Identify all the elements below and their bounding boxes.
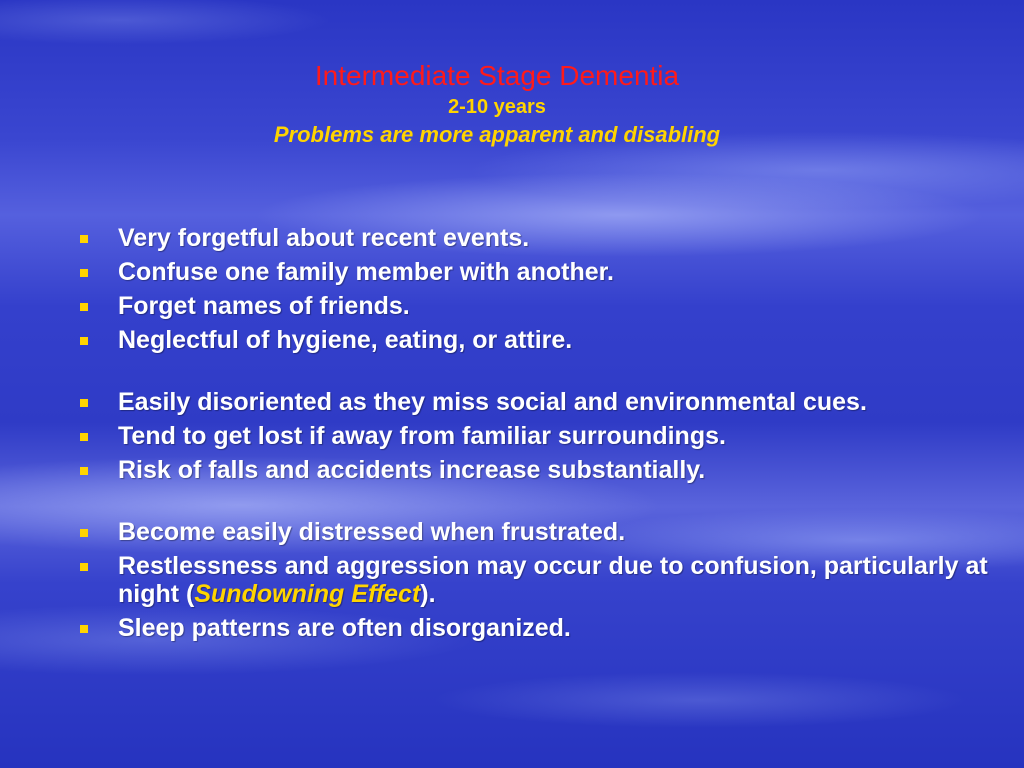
square-bullet-icon	[80, 563, 88, 571]
bullet-item	[80, 518, 1000, 546]
square-bullet-icon	[80, 303, 88, 311]
bullet-text: Become easily distressed when frustrated.	[118, 518, 626, 546]
bullet-text: Easily disoriented as they miss social and environmental cues.	[118, 388, 867, 416]
bullet-item	[80, 388, 1000, 416]
slide-subtitle: 2-10 years	[448, 96, 546, 118]
bullet-text: Tend to get lost if away from familiar surroundings.	[118, 422, 726, 450]
bullet-text-before: Restlessness and aggression may occur due to confusion, particularly at night (	[118, 552, 988, 608]
square-bullet-icon	[80, 337, 88, 345]
bullet-item	[80, 224, 1000, 252]
bullet-text: Confuse one family member with another.	[118, 258, 614, 286]
slide-tagline: Problems are more apparent and disabling	[273, 122, 721, 147]
bullet-text: Very forgetful about recent events.	[118, 224, 530, 252]
bullet-item	[80, 552, 1000, 608]
bullet-item	[80, 614, 1000, 642]
square-bullet-icon	[80, 529, 88, 537]
bullet-item	[80, 326, 1000, 354]
square-bullet-icon	[80, 399, 88, 407]
bullet-text-after: ).	[420, 580, 436, 608]
bullet-text: Forget names of friends.	[118, 292, 410, 320]
slide-title: Intermediate Stage Dementia	[314, 60, 680, 91]
square-bullet-icon	[80, 625, 88, 633]
title-block	[0, 58, 1024, 150]
bullet-text: Sleep patterns are often disorganized.	[118, 614, 571, 642]
bullet-item	[80, 422, 1000, 450]
bullet-text: Neglectful of hygiene, eating, or attire.	[118, 326, 573, 354]
bullet-item	[80, 258, 1000, 286]
sundowning-effect-highlight: Sundowning Effect	[194, 580, 421, 608]
square-bullet-icon	[80, 433, 88, 441]
square-bullet-icon	[80, 269, 88, 277]
bullet-item	[80, 456, 1000, 484]
bullet-text: Risk of falls and accidents increase substantially.	[118, 456, 706, 484]
square-bullet-icon	[80, 235, 88, 243]
bullet-list	[80, 224, 1000, 648]
square-bullet-icon	[80, 467, 88, 475]
bullet-item	[80, 292, 1000, 320]
